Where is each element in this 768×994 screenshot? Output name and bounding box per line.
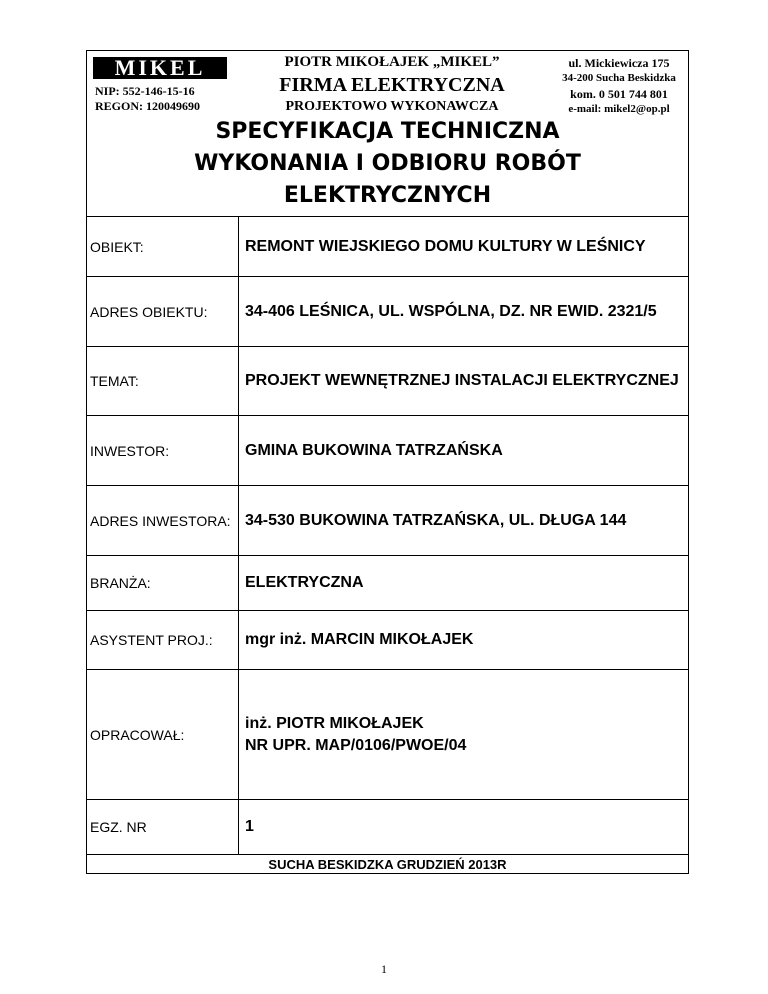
row-value: 34-530 BUKOWINA TATRZAŃSKA, UL. DŁUGA 144 [239,486,689,556]
row-branza [87,556,688,611]
title-line-1: SPECYFIKACJA TECHNICZNA [215,119,560,144]
company-firm: FIRMA ELEKTRYCZNA [279,74,505,96]
row-value: REMONT WIEJSKIEGO DOMU KULTURY W LEŚNICY [239,217,689,277]
company-address [549,55,689,117]
page-number: 1 [381,962,387,976]
company-owner: PIOTR MIKOŁAJEK „MIKEL” [284,54,500,70]
row-label: BRANŻA: [87,556,239,611]
row-value: 1 [239,800,689,855]
document-sheet [86,50,689,874]
row-temat [87,347,688,416]
row-label: INWESTOR: [87,416,239,486]
address-city: 34-200 Sucha Beskidzka [562,72,676,84]
letterhead [87,51,688,116]
company-name-block [247,53,537,115]
regon-number: REGON: 120049690 [95,99,200,113]
address-street: ul. Mickiewicza 175 [568,56,670,70]
address-email: e-mail: mikel2@op.pl [568,103,670,115]
spec-table [87,216,688,855]
title-line-2: WYKONANIA I ODBIORU ROBÓT [194,151,581,176]
row-label: ASYSTENT PROJ.: [87,611,239,670]
author-name: inż. PIOTR MIKOŁAJEK [245,714,424,732]
row-adres-inwestora [87,486,688,556]
document-title [87,116,688,216]
address-phone: kom. 0 501 744 801 [570,87,668,101]
row-inwestor [87,416,688,486]
row-asystent [87,611,688,670]
row-label: OBIEKT: [87,217,239,277]
row-value: GMINA BUKOWINA TATRZAŃSKA [239,416,689,486]
company-kind: PROJEKTOWO WYKONAWCZA [285,99,499,114]
place-date-footer: SUCHA BESKIDZKA GRUDZIEŃ 2013R [87,854,688,874]
row-label: EGZ. NR [87,800,239,855]
title-line-3: ELEKTRYCZNYCH [283,183,492,208]
row-value: mgr inż. MARCIN MIKOŁAJEK [239,611,689,670]
row-obiekt [87,217,688,277]
row-label: ADRES OBIEKTU: [87,277,239,347]
row-label: ADRES INWESTORA: [87,486,239,556]
row-value: 34-406 LEŚNICA, UL. WSPÓLNA, DZ. NR EWID. 2321/5 [239,277,689,347]
row-value: PROJEKT WEWNĘTRZNEJ INSTALACJI ELEKTRYCZNEJ [239,347,689,416]
row-value [239,670,689,800]
company-logo: MIKEL [93,57,227,79]
row-label: TEMAT: [87,347,239,416]
nip-number: NIP: 552-146-15-16 [95,84,195,98]
row-opracowal [87,670,688,800]
row-egz-nr [87,800,688,855]
row-adres-obiektu [87,277,688,347]
author-license: NR UPR. MAP/0106/PWOE/04 [245,736,467,754]
row-value: ELEKTRYCZNA [239,556,689,611]
row-label: OPRACOWAŁ: [87,670,239,800]
